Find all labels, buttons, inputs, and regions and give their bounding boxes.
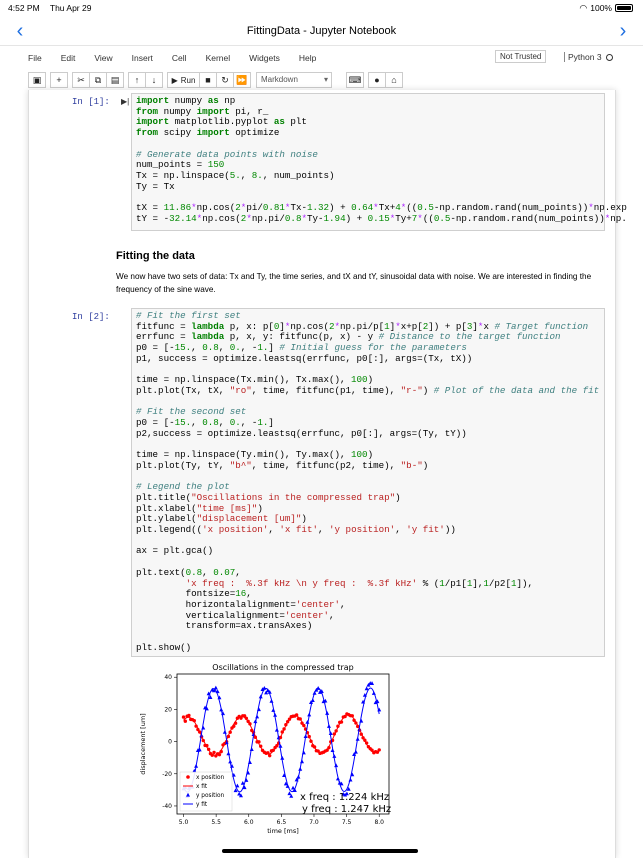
insert-cell-icon[interactable]: + <box>50 72 68 88</box>
markdown-heading: Fitting the data <box>116 250 195 262</box>
x-tick-label: 7.5 <box>341 819 352 826</box>
menu-widgets[interactable]: Widgets <box>249 53 280 63</box>
menu-file[interactable]: File <box>28 53 42 63</box>
nav-bar <box>0 16 643 46</box>
code-cell-2[interactable] <box>131 308 605 657</box>
x-tick-label: 8.0 <box>374 819 384 826</box>
run-button[interactable] <box>167 72 200 88</box>
restart-icon[interactable]: ↻ <box>216 72 234 88</box>
cut-icon[interactable]: ✂ <box>72 72 90 88</box>
command-palette-icon[interactable]: ● <box>368 72 386 88</box>
x-tick-label: 5.0 <box>178 819 189 826</box>
menu-edit[interactable]: Edit <box>60 53 76 63</box>
y-axis-label: displacement [um] <box>139 713 147 775</box>
home-indicator <box>222 849 418 853</box>
restart-run-all-icon[interactable]: ⏩ <box>233 72 251 88</box>
plot-output <box>133 660 393 845</box>
y-tick-label: -20 <box>162 770 172 778</box>
freq-annotation-x: x freq : 1.224 kHz <box>300 792 390 804</box>
move-down-icon[interactable]: ↓ <box>145 72 163 88</box>
forward-arrow-icon[interactable]: › <box>619 19 627 42</box>
page-title: FittingData - Jupyter Notebook <box>246 24 397 37</box>
markdown-text: We now have two sets of data: Tx and Ty, the time series, and tX and tY, sinusoidal data with noise. We are interested in finding the frequency of the sine wave. <box>116 272 592 294</box>
toolbar <box>0 70 643 90</box>
kernel-name: Python 3 <box>568 52 602 62</box>
x-axis-label: time [ms] <box>267 827 299 835</box>
move-up-icon[interactable]: ↑ <box>128 72 146 88</box>
y-tick-label: -40 <box>162 802 172 810</box>
status-time: 4:52 PM <box>8 3 40 13</box>
x-tick-label: 6.5 <box>276 819 287 826</box>
legend-label: y fit <box>196 802 208 808</box>
keyboard-icon[interactable]: ⌨ <box>346 72 364 88</box>
back-arrow-icon[interactable]: ‹ <box>16 19 24 42</box>
not-trusted-button[interactable]: Not Trusted <box>495 50 546 63</box>
legend-marker-x-position <box>186 775 190 779</box>
kernel-indicator <box>564 52 613 62</box>
y-tick-label: 40 <box>164 674 172 682</box>
stop-icon[interactable]: ■ <box>199 72 217 88</box>
x-tick-label: 5.5 <box>211 819 221 826</box>
code-cell-1[interactable] <box>131 93 627 231</box>
chart-title: Oscillations in the compressed trap <box>212 663 354 672</box>
save-icon[interactable]: ▣ <box>28 72 46 88</box>
freq-annotation-y: y freq : 1.247 kHz <box>302 804 392 816</box>
x-position-point <box>187 714 190 717</box>
wifi-icon: ◠ <box>579 2 588 13</box>
menu-bar <box>0 46 643 70</box>
copy-icon[interactable]: ⧉ <box>89 72 107 88</box>
menu-insert[interactable]: Insert <box>131 53 153 63</box>
kernel-status-icon <box>606 54 613 61</box>
legend-label: y position <box>196 793 225 799</box>
cell-type-select[interactable]: Markdown ▾ <box>256 72 332 88</box>
legend-label: x position <box>196 775 225 781</box>
code-cell-2-source: # Fit the first set fitfunc = lambda p, x: p[0]*np.cos(2*np.pi/p[1]*x+p[2]) + p[3]*x # Target function errfunc = lambda p, x, y: fitfunc(p, x) - y # Distance to the target function p0 = [-15., 0.8, 0., -1.] # Initial guess for the parameters p1, success = optimize.leastsq(errfunc, p0[:], args=(Tx, tX)) time = np.linspace(Tx.min(), Tx.max(), 100) plt.plot(Tx, tX, "ro", time, fitfunc(p1, time), "r-") # Plot of the data and the fit # Fit the second set p0 = [-15., 0.8, 0., -1.] p2,success = optimize.leastsq(errfunc, p0[:], args=(Ty, tY)) time = np.linspace(Ty.min(), Ty.max(), 100) plt.plot(Ty, tY, "b^", time, fitfunc(p2, time), "b-") # Legend the plot plt.title("Oscillations in the compressed trap") plt.xlabel("time [ms]") plt.ylabel("displacement [um]") plt.legend(('x position', 'x fit', 'y position', 'y fit')) ax = plt.gca() plt.text(0.8, 0.07, 'x freq : %.3f kHz \n y freq : %.3f kHz' % (1/p1[1],1/p2[1]), fontsize=16, horizontalalignment='center', verticalalignment='center', transform=ax.transAxes) plt.show() <box>136 310 600 653</box>
x-tick-label: 6.0 <box>243 819 254 826</box>
legend-label: x fit <box>196 784 208 790</box>
menu-help[interactable]: Help <box>298 53 317 63</box>
status-date: Thu Apr 29 <box>49 3 92 13</box>
x-tick-label: 7.0 <box>309 819 319 826</box>
code-cell-1-source: import numpy as np from numpy import pi, r_ import matplotlib.pyplot as plt from scipy import optimize # Generate data points with noise num_points = 150 Tx = np.linspace(5., 8., num_points) Ty = Tx tX = 11.86*np.cos(2*pi/0.81*Tx-1.32) + 0.64*Tx+4*((0.5-np.random.rand(num_points))*np.exp tY = -32.14*np.cos(2*np.pi/0.8*Ty-1.94) + 0.15*Ty+7*((0.5-np.random.rand(num_points))*np. <box>136 95 627 224</box>
cell-prompt: In [2]: <box>72 312 110 322</box>
run-icon: ▶ <box>171 75 178 85</box>
y-tick-label: 20 <box>164 706 172 714</box>
menu-cell[interactable]: Cell <box>171 53 187 63</box>
notebook-container <box>28 90 627 858</box>
run-label: Run <box>180 75 196 85</box>
menu-kernel[interactable]: Kernel <box>205 53 231 63</box>
run-cell-icon[interactable]: ▶| <box>121 97 130 106</box>
chart-svg <box>133 660 393 840</box>
open-folder-icon[interactable]: ⌂ <box>385 72 403 88</box>
x-position-point <box>212 751 215 754</box>
menu-view[interactable]: View <box>94 53 113 63</box>
paste-icon[interactable]: ▤ <box>106 72 124 88</box>
y-tick-label: 0 <box>168 738 172 746</box>
battery-percent: 100% <box>590 3 612 13</box>
x-position-point <box>182 715 185 718</box>
status-bar <box>0 0 643 16</box>
battery-icon <box>615 4 633 12</box>
cell-prompt: In [1]: <box>72 97 110 107</box>
